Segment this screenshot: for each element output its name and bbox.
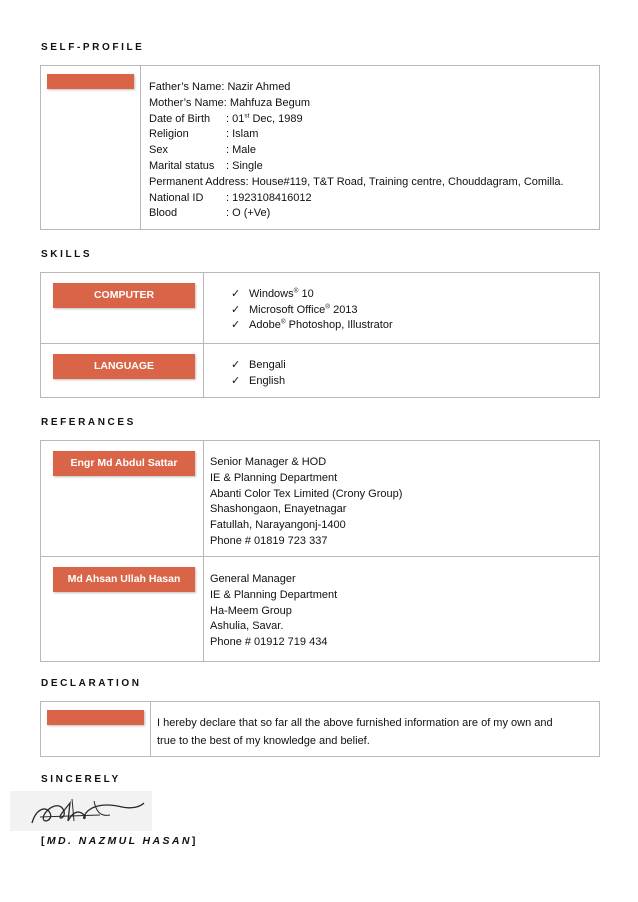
language-item: [231, 374, 286, 390]
marital-value: : Single: [226, 159, 263, 172]
declaration-tag: [47, 710, 144, 725]
dob-label: Date of Birth: [149, 112, 211, 125]
skill-item: [231, 318, 393, 334]
signatory-name: [41, 835, 198, 847]
religion-label: Religion: [149, 128, 189, 141]
sex-value: : Male: [226, 144, 256, 157]
reference-line: IE & Planning Department: [210, 588, 338, 601]
profile-box: [40, 65, 600, 230]
reference-line: IE & Planning Department: [210, 471, 338, 484]
signatory-name-text: MD. NAZMUL HASAN: [46, 835, 192, 847]
blood-value: : O (+Ve): [226, 207, 271, 220]
declaration-line: I hereby declare that so far all the above furnished information are of my own and: [157, 717, 553, 729]
mother-name: Mother’s Name: Mahfuza Begum: [149, 96, 310, 109]
reference-details: [210, 455, 402, 550]
dob-sup: st: [244, 111, 250, 119]
divider: [203, 273, 204, 397]
divider: [150, 702, 151, 756]
religion: [149, 127, 564, 143]
computer-tag: COMPUTER: [53, 283, 195, 308]
reference-line: Ha-Meem Group: [210, 604, 292, 617]
reference-phone: Phone # 01819 723 337: [210, 534, 328, 547]
reference-phone: Phone # 01912 719 434: [210, 636, 328, 649]
check-icon: ✓: [231, 303, 241, 316]
reference-line: Senior Manager & HOD: [210, 456, 327, 468]
profile-details: [149, 80, 564, 222]
registered-mark: ®: [280, 318, 286, 326]
section-heading-profile: SELF-PROFILE: [41, 42, 145, 53]
skill-item: [231, 303, 393, 319]
skill-name: Microsoft Office: [249, 303, 326, 316]
signature-image: [10, 791, 152, 831]
language-name: Bengali: [249, 359, 286, 371]
bracket-close: ]: [191, 835, 198, 847]
language-list: [231, 358, 286, 389]
reference-details: [210, 572, 337, 651]
section-heading-declaration: DECLARATION: [41, 678, 142, 689]
skill-detail: 2013: [330, 303, 358, 316]
skills-box: [40, 272, 600, 398]
divider: [140, 66, 141, 229]
section-heading-sincerely: SINCERELY: [41, 774, 121, 785]
computer-skills: [231, 287, 393, 334]
reference-line: Ashulia, Savar.: [210, 620, 284, 633]
skill-detail: Photoshop, Illustrator: [285, 319, 393, 332]
check-icon: ✓: [231, 288, 241, 300]
check-icon: ✓: [231, 374, 241, 387]
profile-tag: [47, 74, 134, 89]
national-id: [149, 191, 564, 207]
divider: [203, 441, 204, 661]
father-name: Father’s Name: Nazir Ahmed: [149, 81, 291, 93]
blood-label: Blood: [149, 207, 178, 220]
reference-name-tag: Md Ahsan Ullah Hasan: [53, 567, 195, 592]
dob-suffix: Dec, 1989: [249, 112, 303, 125]
marital-label: Marital status: [149, 159, 215, 172]
declaration-text: [157, 715, 553, 750]
reference-name-tag: Engr Md Abdul Sattar: [53, 451, 195, 476]
reference-line: Shashongaon, Enayetnagar: [210, 503, 347, 516]
check-icon: ✓: [231, 319, 241, 332]
reference-line: Abanti Color Tex Limited (Crony Group): [210, 487, 403, 500]
skill-item: [231, 287, 393, 303]
check-icon: ✓: [231, 359, 241, 371]
section-heading-references: REFERANCES: [41, 417, 136, 428]
divider: [41, 556, 599, 557]
reference-line: Fatullah, Narayangonj-1400: [210, 519, 346, 532]
reference-line: General Manager: [210, 573, 296, 585]
religion-value: : Islam: [226, 128, 259, 141]
references-box: [40, 440, 600, 662]
permanent-address: Permanent Address: House#119, T&T Road, Training centre, Chouddagram, Comilla.: [149, 175, 564, 188]
date-of-birth: [149, 112, 564, 128]
marital-status: [149, 159, 564, 175]
language-tag: LANGUAGE: [53, 354, 195, 379]
divider: [41, 343, 599, 344]
registered-mark: ®: [293, 287, 299, 295]
language-skills: [231, 358, 286, 389]
computer-skill-list: [231, 287, 393, 334]
nid-label: National ID: [149, 191, 204, 204]
sex-label: Sex: [149, 144, 168, 157]
sex: [149, 143, 564, 159]
skill-name: Windows: [249, 288, 294, 300]
language-name: English: [249, 374, 286, 387]
dob-prefix: : 01: [226, 112, 245, 125]
declaration-line: true to the best of my knowledge and belief.: [157, 734, 370, 747]
declaration-box: [40, 701, 600, 757]
skill-name: Adobe: [249, 319, 281, 332]
registered-mark: ®: [325, 302, 331, 310]
bracket-open: [: [41, 835, 47, 847]
section-heading-skills: SKILLS: [41, 249, 93, 260]
language-item: [231, 358, 286, 374]
blood-group: [149, 206, 564, 222]
nid-value: : 1923108416012: [226, 191, 312, 204]
skill-detail: 10: [298, 288, 314, 300]
handwritten-signature: [10, 791, 152, 831]
